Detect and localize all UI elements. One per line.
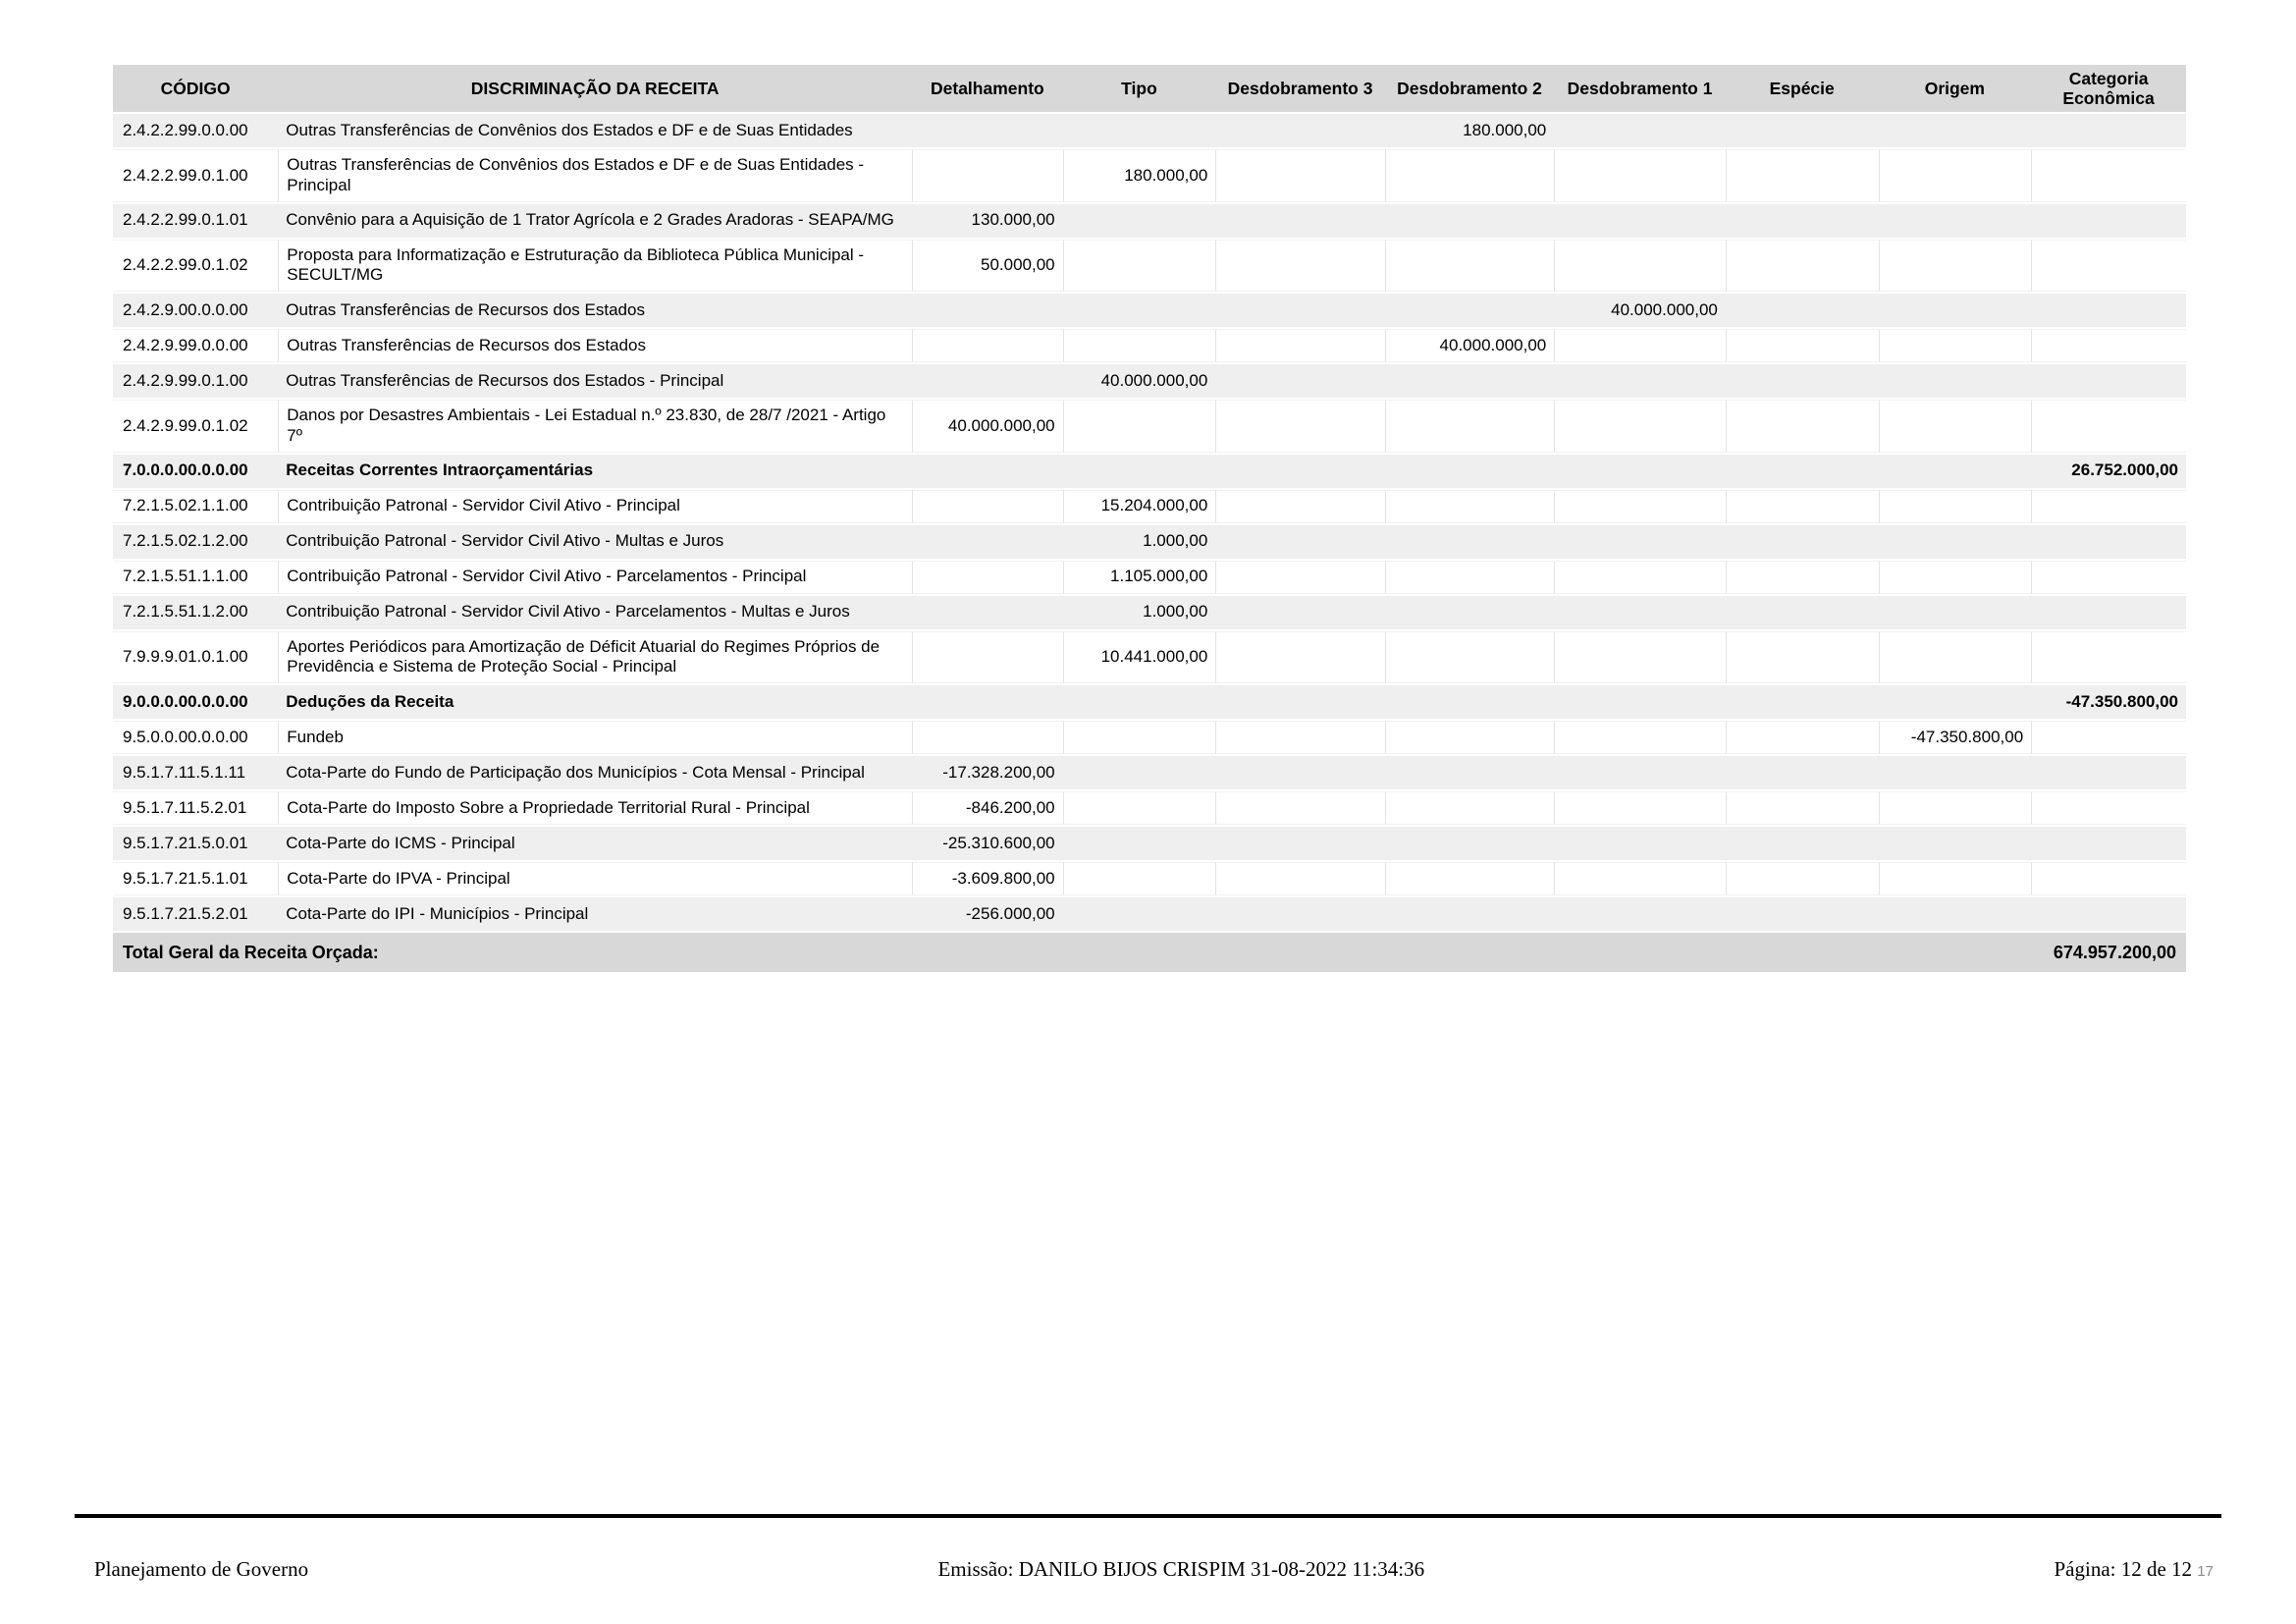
categoria-economica-cell (2031, 400, 2186, 452)
table-row (113, 631, 2186, 683)
desdobramento1-cell (1554, 114, 1726, 147)
desdobramento1-cell (1554, 685, 1726, 719)
desdobramento1-cell (1554, 897, 1726, 931)
tipo-cell (1063, 294, 1216, 327)
categoria-economica-cell (2031, 364, 2186, 398)
detalhamento-cell (912, 455, 1063, 488)
origem-cell (1879, 204, 2032, 238)
table-row (113, 329, 2186, 362)
code-cell: 7.2.1.5.02.1.1.00 (113, 490, 278, 523)
desdobramento3-cell (1215, 791, 1384, 825)
origem-cell (1879, 294, 2032, 327)
column-header-origem: Origem (1879, 65, 2032, 112)
desdobramento3-cell (1215, 400, 1384, 452)
categoria-economica-cell (2031, 721, 2186, 754)
desdobramento2-cell (1385, 455, 1554, 488)
especie-cell (1726, 364, 1879, 398)
column-header-detalhamento: Detalhamento (912, 65, 1063, 112)
especie-cell (1726, 149, 1879, 201)
description-cell: Outras Transferências de Convênios dos Estados e DF e de Suas Entidades - Principal (278, 149, 912, 201)
description-cell: Outras Transferências de Recursos dos Estados (278, 329, 912, 362)
origem-cell: -47.350.800,00 (1879, 721, 2032, 754)
description-cell: Fundeb (278, 721, 912, 754)
description-cell: Convênio para a Aquisição de 1 Trator Agrícola e 2 Grades Aradoras - SEAPA/MG (278, 204, 912, 238)
description-cell: Cota-Parte do IPVA - Principal (278, 862, 912, 895)
code-cell: 9.5.1.7.21.5.1.01 (113, 862, 278, 895)
origem-cell (1879, 400, 2032, 452)
desdobramento3-cell (1215, 685, 1384, 719)
especie-cell (1726, 525, 1879, 559)
origem-cell (1879, 596, 2032, 629)
origem-cell (1879, 756, 2032, 789)
desdobramento2-cell (1385, 240, 1554, 292)
table-row (113, 114, 2186, 147)
especie-cell (1726, 685, 1879, 719)
desdobramento1-cell (1554, 240, 1726, 292)
tipo-cell: 1.105.000,00 (1063, 561, 1216, 594)
origem-cell (1879, 455, 2032, 488)
description-cell: Receitas Correntes Intraorçamentárias (278, 455, 912, 488)
desdobramento2-cell (1385, 561, 1554, 594)
table-row (113, 455, 2186, 488)
origem-cell (1879, 329, 2032, 362)
table-header-row (113, 65, 2186, 112)
code-cell: 7.2.1.5.51.1.2.00 (113, 596, 278, 629)
revenue-report-table-area (113, 63, 2186, 974)
table-row (113, 204, 2186, 238)
origem-cell (1879, 685, 2032, 719)
tipo-cell (1063, 329, 1216, 362)
code-cell: 9.5.1.7.21.5.0.01 (113, 827, 278, 860)
code-cell: 2.4.2.2.99.0.0.00 (113, 114, 278, 147)
tipo-cell (1063, 204, 1216, 238)
origem-cell (1879, 862, 2032, 895)
especie-cell (1726, 400, 1879, 452)
desdobramento1-cell (1554, 490, 1726, 523)
categoria-economica-cell (2031, 631, 2186, 683)
origem-cell (1879, 791, 2032, 825)
total-value: 674.957.200,00 (2031, 933, 2186, 972)
column-header-categoria-economica: Categoria Econômica (2031, 65, 2186, 112)
desdobramento2-cell (1385, 721, 1554, 754)
table-row (113, 364, 2186, 398)
detalhamento-cell (912, 294, 1063, 327)
desdobramento2-cell (1385, 400, 1554, 452)
code-cell: 9.5.0.0.00.0.0.00 (113, 721, 278, 754)
especie-cell (1726, 329, 1879, 362)
especie-cell (1726, 897, 1879, 931)
tipo-cell (1063, 114, 1216, 147)
detalhamento-cell (912, 721, 1063, 754)
desdobramento3-cell (1215, 596, 1384, 629)
especie-cell (1726, 827, 1879, 860)
description-cell: Deduções da Receita (278, 685, 912, 719)
desdobramento3-cell (1215, 862, 1384, 895)
detalhamento-cell (912, 364, 1063, 398)
detalhamento-cell: -17.328.200,00 (912, 756, 1063, 789)
especie-cell (1726, 631, 1879, 683)
table-row (113, 490, 2186, 523)
description-cell: Outras Transferências de Convênios dos Estados e DF e de Suas Entidades (278, 114, 912, 147)
desdobramento1-cell (1554, 400, 1726, 452)
code-cell: 9.5.1.7.11.5.2.01 (113, 791, 278, 825)
desdobramento2-cell (1385, 827, 1554, 860)
footer-page-info (2054, 1557, 2214, 1582)
detalhamento-cell: 130.000,00 (912, 204, 1063, 238)
categoria-economica-cell (2031, 561, 2186, 594)
tipo-cell (1063, 685, 1216, 719)
desdobramento3-cell (1215, 721, 1384, 754)
detalhamento-cell (912, 329, 1063, 362)
description-cell: Outras Transferências de Recursos dos Estados - Principal (278, 364, 912, 398)
desdobramento1-cell (1554, 455, 1726, 488)
categoria-economica-cell (2031, 240, 2186, 292)
especie-cell (1726, 455, 1879, 488)
desdobramento3-cell (1215, 897, 1384, 931)
categoria-economica-cell: 26.752.000,00 (2031, 455, 2186, 488)
description-cell: Contribuição Patronal - Servidor Civil Ativo - Parcelamentos - Principal (278, 561, 912, 594)
desdobramento2-cell: 180.000,00 (1385, 114, 1554, 147)
description-cell: Proposta para Informatização e Estruturação da Biblioteca Pública Municipal - SECULT/MG (278, 240, 912, 292)
table-row (113, 862, 2186, 895)
desdobramento3-cell (1215, 294, 1384, 327)
description-cell: Cota-Parte do Imposto Sobre a Propriedade Territorial Rural - Principal (278, 791, 912, 825)
tipo-cell (1063, 240, 1216, 292)
categoria-economica-cell (2031, 897, 2186, 931)
desdobramento2-cell (1385, 596, 1554, 629)
desdobramento1-cell (1554, 329, 1726, 362)
description-cell: Contribuição Patronal - Servidor Civil Ativo - Principal (278, 490, 912, 523)
tipo-cell: 1.000,00 (1063, 596, 1216, 629)
desdobramento2-cell (1385, 204, 1554, 238)
especie-cell (1726, 294, 1879, 327)
desdobramento3-cell (1215, 490, 1384, 523)
desdobramento2-cell (1385, 685, 1554, 719)
especie-cell (1726, 204, 1879, 238)
code-cell: 7.2.1.5.51.1.1.00 (113, 561, 278, 594)
detalhamento-cell: -25.310.600,00 (912, 827, 1063, 860)
code-cell: 9.0.0.0.00.0.0.00 (113, 685, 278, 719)
desdobramento3-cell (1215, 525, 1384, 559)
desdobramento3-cell (1215, 364, 1384, 398)
table-row (113, 685, 2186, 719)
origem-cell (1879, 631, 2032, 683)
tipo-cell: 40.000.000,00 (1063, 364, 1216, 398)
detalhamento-cell (912, 631, 1063, 683)
especie-cell (1726, 561, 1879, 594)
tipo-cell (1063, 756, 1216, 789)
desdobramento1-cell (1554, 596, 1726, 629)
origem-cell (1879, 364, 2032, 398)
table-row (113, 149, 2186, 201)
origem-cell (1879, 114, 2032, 147)
origem-cell (1879, 827, 2032, 860)
origem-cell (1879, 897, 2032, 931)
tipo-cell: 180.000,00 (1063, 149, 1216, 201)
origem-cell (1879, 490, 2032, 523)
desdobramento2-cell (1385, 756, 1554, 789)
code-cell: 2.4.2.9.99.0.0.00 (113, 329, 278, 362)
desdobramento2-cell (1385, 897, 1554, 931)
especie-cell (1726, 596, 1879, 629)
categoria-economica-cell (2031, 329, 2186, 362)
column-header-especie: Espécie (1726, 65, 1879, 112)
total-row (113, 933, 2186, 972)
table-row (113, 525, 2186, 559)
desdobramento2-cell (1385, 525, 1554, 559)
description-cell: Contribuição Patronal - Servidor Civil Ativo - Multas e Juros (278, 525, 912, 559)
categoria-economica-cell (2031, 862, 2186, 895)
revenue-table (113, 63, 2186, 974)
desdobramento1-cell: 40.000.000,00 (1554, 294, 1726, 327)
detalhamento-cell: -256.000,00 (912, 897, 1063, 931)
categoria-economica-cell (2031, 827, 2186, 860)
tipo-cell (1063, 862, 1216, 895)
table-row (113, 897, 2186, 931)
especie-cell (1726, 862, 1879, 895)
especie-cell (1726, 114, 1879, 147)
column-header-description: DISCRIMINAÇÃO DA RECEITA (278, 65, 912, 112)
code-cell: 2.4.2.2.99.0.1.01 (113, 204, 278, 238)
tipo-cell (1063, 827, 1216, 860)
categoria-economica-cell (2031, 791, 2186, 825)
code-cell: 9.5.1.7.21.5.2.01 (113, 897, 278, 931)
detalhamento-cell (912, 149, 1063, 201)
tipo-cell (1063, 791, 1216, 825)
footer-page-annotation: 17 (2197, 1563, 2214, 1580)
categoria-economica-cell (2031, 204, 2186, 238)
code-cell: 9.5.1.7.11.5.1.11 (113, 756, 278, 789)
detalhamento-cell (912, 525, 1063, 559)
description-cell: Outras Transferências de Recursos dos Estados (278, 294, 912, 327)
categoria-economica-cell (2031, 114, 2186, 147)
code-cell: 2.4.2.9.00.0.0.00 (113, 294, 278, 327)
desdobramento3-cell (1215, 149, 1384, 201)
categoria-economica-cell (2031, 294, 2186, 327)
especie-cell (1726, 240, 1879, 292)
table-row (113, 240, 2186, 292)
description-cell: Contribuição Patronal - Servidor Civil Ativo - Parcelamentos - Multas e Juros (278, 596, 912, 629)
desdobramento1-cell (1554, 204, 1726, 238)
desdobramento2-cell (1385, 862, 1554, 895)
tipo-cell (1063, 400, 1216, 452)
desdobramento1-cell (1554, 791, 1726, 825)
desdobramento2-cell (1385, 631, 1554, 683)
description-cell: Cota-Parte do Fundo de Participação dos Municípios - Cota Mensal - Principal (278, 756, 912, 789)
table-row (113, 791, 2186, 825)
desdobramento2-cell (1385, 364, 1554, 398)
table-row (113, 827, 2186, 860)
detalhamento-cell (912, 490, 1063, 523)
tipo-cell (1063, 455, 1216, 488)
origem-cell (1879, 149, 2032, 201)
desdobramento3-cell (1215, 240, 1384, 292)
desdobramento1-cell (1554, 756, 1726, 789)
detalhamento-cell (912, 561, 1063, 594)
footer-page-number: Página: 12 de 12 (2054, 1557, 2193, 1581)
column-header-tipo: Tipo (1063, 65, 1216, 112)
desdobramento3-cell (1215, 756, 1384, 789)
desdobramento2-cell: 40.000.000,00 (1385, 329, 1554, 362)
description-cell: Aportes Periódicos para Amortização de Déficit Atuarial do Regimes Próprios de Previdência e Sistema de Proteção Social - Principal (278, 631, 912, 683)
desdobramento1-cell (1554, 862, 1726, 895)
table-row (113, 721, 2186, 754)
especie-cell (1726, 756, 1879, 789)
detalhamento-cell (912, 685, 1063, 719)
categoria-economica-cell (2031, 525, 2186, 559)
table-body (113, 114, 2186, 931)
categoria-economica-cell (2031, 149, 2186, 201)
desdobramento2-cell (1385, 294, 1554, 327)
tipo-cell (1063, 897, 1216, 931)
categoria-economica-cell (2031, 596, 2186, 629)
categoria-economica-cell (2031, 756, 2186, 789)
detalhamento-cell: -846.200,00 (912, 791, 1063, 825)
code-cell: 7.9.9.9.01.0.1.00 (113, 631, 278, 683)
desdobramento2-cell (1385, 791, 1554, 825)
footer-emission-info: Emissão: DANILO BIJOS CRISPIM 31-08-2022 11:34:36 (937, 1557, 1425, 1581)
origem-cell (1879, 561, 2032, 594)
description-cell: Cota-Parte do ICMS - Principal (278, 827, 912, 860)
especie-cell (1726, 490, 1879, 523)
table-row (113, 400, 2186, 452)
total-label: Total Geral da Receita Orçada: (113, 933, 2031, 972)
table-row (113, 561, 2186, 594)
tipo-cell: 1.000,00 (1063, 525, 1216, 559)
desdobramento1-cell (1554, 561, 1726, 594)
desdobramento3-cell (1215, 204, 1384, 238)
detalhamento-cell: 50.000,00 (912, 240, 1063, 292)
origem-cell (1879, 525, 2032, 559)
tipo-cell: 15.204.000,00 (1063, 490, 1216, 523)
desdobramento1-cell (1554, 149, 1726, 201)
desdobramento1-cell (1554, 827, 1726, 860)
column-header-code: CÓDIGO (113, 65, 278, 112)
page-footer (94, 1557, 2214, 1582)
desdobramento1-cell (1554, 364, 1726, 398)
description-cell: Danos por Desastres Ambientais - Lei Estadual n.º 23.830, de 28/7 /2021 - Artigo 7º (278, 400, 912, 452)
table-row (113, 756, 2186, 789)
desdobramento1-cell (1554, 525, 1726, 559)
code-cell: 2.4.2.2.99.0.1.02 (113, 240, 278, 292)
desdobramento1-cell (1554, 721, 1726, 754)
code-cell: 7.2.1.5.02.1.2.00 (113, 525, 278, 559)
categoria-economica-cell: -47.350.800,00 (2031, 685, 2186, 719)
column-header-desdobramento3: Desdobramento 3 (1215, 65, 1384, 112)
desdobramento1-cell (1554, 631, 1726, 683)
detalhamento-cell (912, 596, 1063, 629)
detalhamento-cell: -3.609.800,00 (912, 862, 1063, 895)
description-cell: Cota-Parte do IPI - Municípios - Principal (278, 897, 912, 931)
footer-system-name: Planejamento de Governo (94, 1557, 309, 1581)
detalhamento-cell: 40.000.000,00 (912, 400, 1063, 452)
code-cell: 2.4.2.9.99.0.1.00 (113, 364, 278, 398)
code-cell: 2.4.2.9.99.0.1.02 (113, 400, 278, 452)
especie-cell (1726, 791, 1879, 825)
desdobramento3-cell (1215, 827, 1384, 860)
tipo-cell (1063, 721, 1216, 754)
code-cell: 2.4.2.2.99.0.1.00 (113, 149, 278, 201)
desdobramento2-cell (1385, 490, 1554, 523)
especie-cell (1726, 721, 1879, 754)
table-row (113, 596, 2186, 629)
categoria-economica-cell (2031, 490, 2186, 523)
footer-divider (75, 1514, 2221, 1518)
column-header-desdobramento2: Desdobramento 2 (1385, 65, 1554, 112)
desdobramento2-cell (1385, 149, 1554, 201)
desdobramento3-cell (1215, 114, 1384, 147)
code-cell: 7.0.0.0.00.0.0.00 (113, 455, 278, 488)
origem-cell (1879, 240, 2032, 292)
tipo-cell: 10.441.000,00 (1063, 631, 1216, 683)
desdobramento3-cell (1215, 329, 1384, 362)
table-row (113, 294, 2186, 327)
detalhamento-cell (912, 114, 1063, 147)
desdobramento3-cell (1215, 455, 1384, 488)
column-header-desdobramento1: Desdobramento 1 (1554, 65, 1726, 112)
desdobramento3-cell (1215, 561, 1384, 594)
desdobramento3-cell (1215, 631, 1384, 683)
